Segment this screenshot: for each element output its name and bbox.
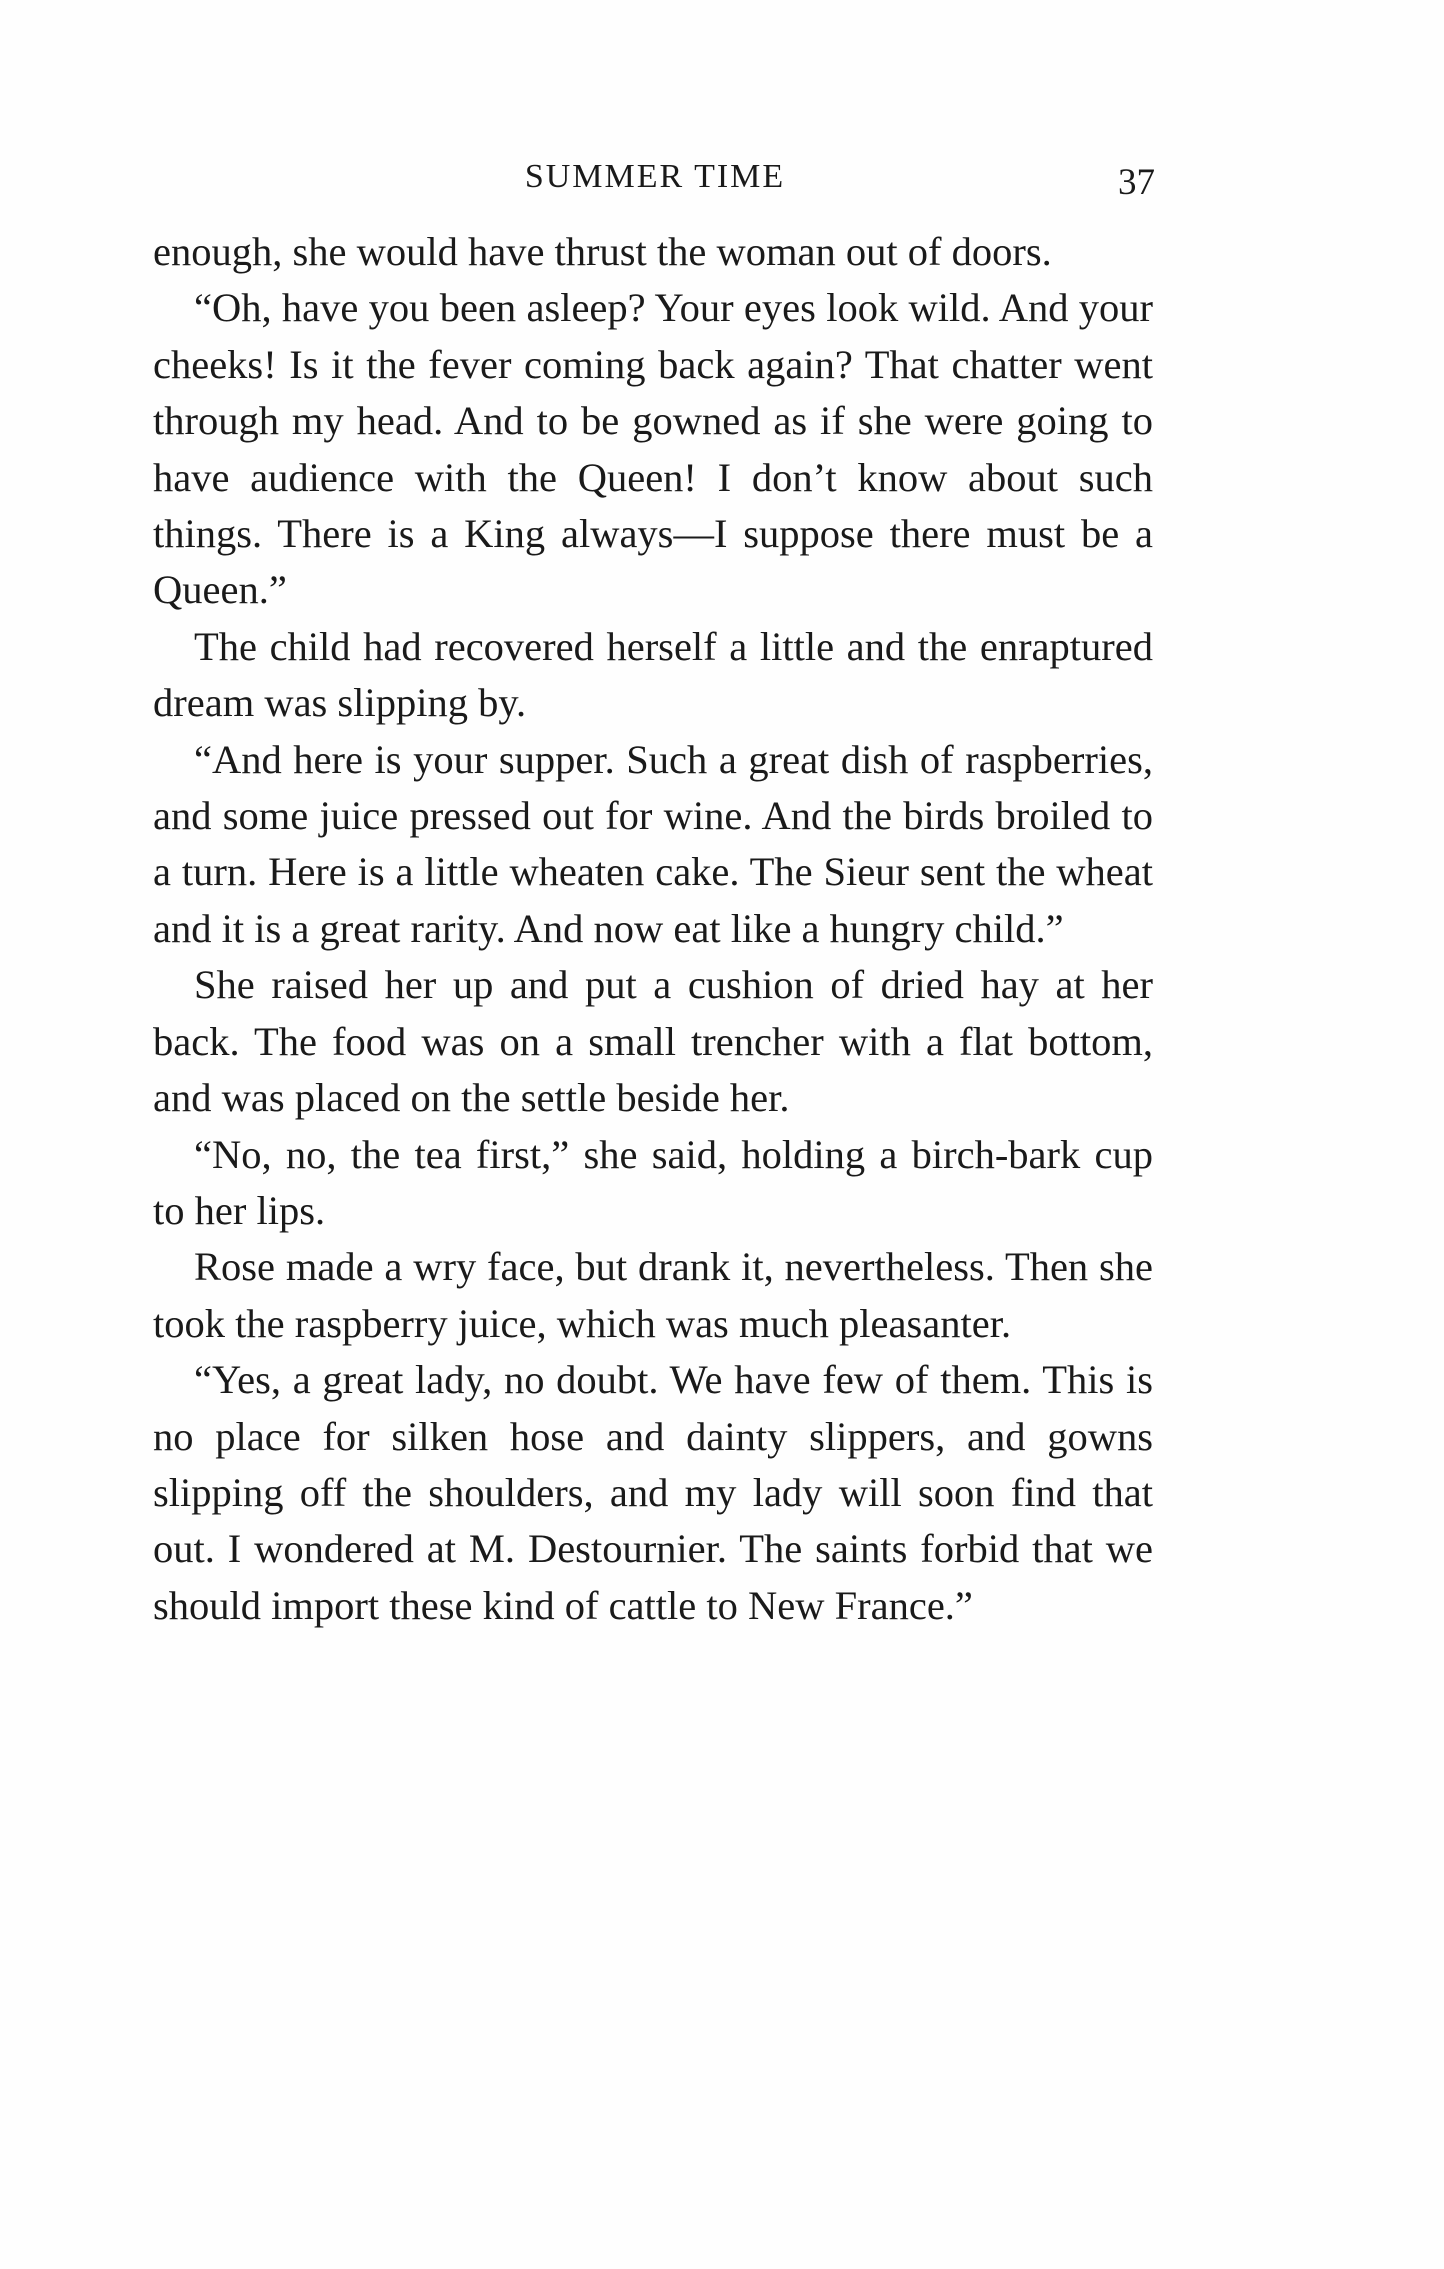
paragraph: She raised her up and put a cushion of dried hay at her back. The food was on a small trencher with a flat bottom, and was placed on the settle beside her. xyxy=(153,962,1153,1121)
paragraph: “Yes, a great lady, no doubt. We have few of them. This is no place for silken hose and dainty slippers, and gowns slipping off the shoulders, and my lady will soon find that out. I wondered at M. Destournier. The saints forbid that we should import these kind of cattle to New France.” xyxy=(153,1357,1153,1628)
paragraph: “Oh, have you been asleep? Your eyes look wild. And your cheeks! Is it the fever coming back again? That chatter went through my head. And to be gowned as if she were going to have audience with the Queen! I don’t know about such things. There is a King always—I suppose there must be a Queen.” xyxy=(153,285,1153,613)
paragraph: The child had recovered herself a little and the enraptured dream was slipping by. xyxy=(153,623,1153,726)
paragraph: “And here is your supper. Such a great dish of raspberries, and some juice pressed out for wine. And the birds broiled to a turn. Here is a little wheaten cake. The Sieur sent the wheat and it is a great rarity. And now eat like a hungry child.” xyxy=(153,736,1153,951)
paragraph: “No, no, the tea first,” she said, holding a birch-bark cup to her lips. xyxy=(153,1131,1153,1233)
paragraph: Rose made a wry face, but drank it, nevertheless. Then she took the raspberry juice, which was much pleasanter. xyxy=(153,1244,1153,1346)
running-head xyxy=(155,152,1155,202)
paragraph-continued: enough, she would have thrust the woman out of doors. xyxy=(153,229,1052,274)
page-number: 37 xyxy=(1118,162,1155,203)
running-title: SUMMER TIME xyxy=(524,158,786,195)
body-text xyxy=(153,224,1153,1634)
